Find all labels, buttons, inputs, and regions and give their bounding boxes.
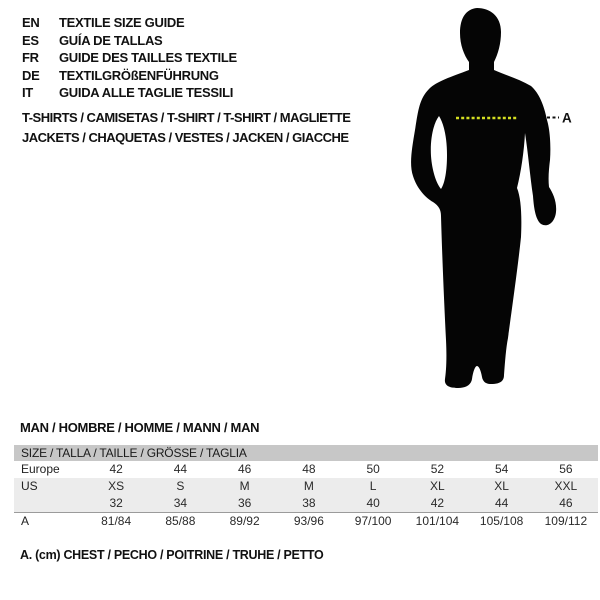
category-jackets: JACKETS / CHAQUETAS / VESTES / JACKEN / GIACCHE	[22, 129, 349, 145]
size-cell: 44	[173, 462, 188, 476]
lang-label: TEXTILE SIZE GUIDE	[59, 15, 185, 30]
size-cell: XS	[108, 479, 125, 493]
size-cell: 81/84	[101, 514, 132, 528]
row-label: A	[21, 514, 30, 528]
lang-label: GUIDA ALLE TAGLIE TESSILI	[59, 85, 234, 100]
size-cell: 42	[430, 496, 445, 510]
size-cell: 105/108	[479, 514, 524, 528]
size-cell: 56	[559, 462, 573, 476]
lang-code: IT	[22, 85, 33, 100]
size-cell: 46	[237, 462, 252, 476]
row-label	[14, 495, 84, 512]
size-cell: 44	[494, 496, 509, 510]
table-row-chest-a	[14, 513, 598, 530]
table-row-europe	[14, 461, 598, 478]
size-cell: S	[176, 479, 185, 493]
size-cell: L	[369, 479, 377, 493]
lang-code: EN	[22, 15, 40, 30]
table-row-numeric	[14, 495, 598, 512]
size-cell: 101/104	[415, 514, 460, 528]
size-cell: 34	[173, 496, 188, 510]
lang-label: GUÍA DE TALLAS	[59, 32, 163, 48]
size-cell: 85/88	[165, 514, 196, 528]
lang-label: GUIDE DES TAILLES TEXTILE	[59, 50, 237, 65]
size-cell: 109/112	[544, 514, 588, 528]
footnote-chest-legend: A. (cm) CHEST / PECHO / POITRINE / TRUHE / PETTO	[20, 548, 324, 562]
size-table	[14, 445, 598, 530]
man-silhouette	[411, 8, 556, 388]
size-cell: 36	[237, 496, 252, 510]
lang-code: ES	[22, 32, 39, 48]
size-cell: 89/92	[229, 514, 260, 528]
size-cell: M	[239, 479, 250, 493]
lang-code: FR	[22, 50, 39, 65]
row-label: Europe	[21, 462, 60, 476]
size-cell: 54	[494, 462, 509, 476]
size-cell: 40	[366, 496, 380, 510]
size-table-header: SIZE / TALLA / TAILLE / GRÖSSE / TAGLIA	[14, 445, 598, 461]
size-cell: M	[303, 479, 314, 493]
size-cell: 32	[109, 496, 123, 510]
section-title-man: MAN / HOMBRE / HOMME / MANN / MAN	[20, 420, 260, 435]
size-cell: 93/96	[293, 514, 324, 528]
lang-code: DE	[22, 67, 40, 83]
size-cell: 48	[302, 462, 316, 476]
size-cell: 38	[302, 496, 316, 510]
size-cell: XL	[494, 479, 509, 493]
table-row-us	[14, 478, 598, 495]
size-cell: 42	[109, 462, 123, 476]
size-cell: XXL	[554, 479, 578, 493]
size-cell: 46	[559, 496, 573, 510]
size-cell: 50	[366, 462, 380, 476]
row-label: US	[21, 479, 38, 493]
measure-label-a: A	[562, 110, 572, 126]
lang-label: TEXTILGRÖßENFÜHRUNG	[59, 67, 219, 83]
size-cell: XL	[430, 479, 445, 493]
size-cell: 52	[430, 462, 445, 476]
size-cell: 97/100	[354, 514, 392, 528]
category-tshirts: T-SHIRTS / CAMISETAS / T-SHIRT / T-SHIRT / MAGLIETTE	[22, 110, 351, 125]
